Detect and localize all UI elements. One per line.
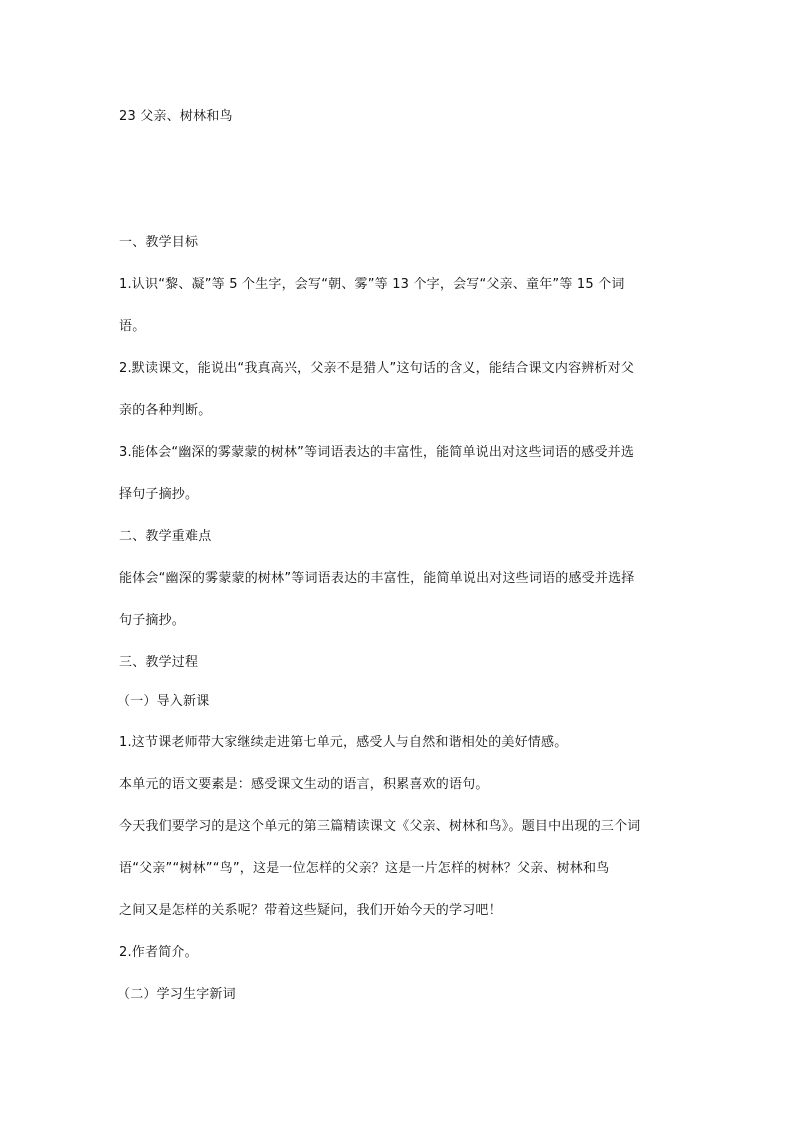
goal-3-line-1: 3.能体会“幽深的雾蒙蒙的树林”等词语表达的丰富性，能简单说出对这些词语的感受并选 — [119, 445, 635, 460]
key-point-line-2: 句子摘抄。 — [119, 613, 186, 628]
goal-2-line-2: 亲的各种判断。 — [119, 403, 212, 418]
section-heading-goals: 一、教学目标 — [119, 235, 199, 250]
intro-paragraph-4: 2.作者简介。 — [119, 945, 198, 960]
goal-2-line-1: 2.默读课文，能说出“我真高兴，父亲不是猎人”这句话的含义，能结合课文内容辨析对父 — [119, 361, 635, 376]
subsection-heading-vocabulary: （二）学习生字新词 — [117, 987, 236, 1002]
section-heading-key-points: 二、教学重难点 — [119, 529, 212, 544]
intro-paragraph-2: 本单元的语文要素是：感受课文生动的语言，积累喜欢的语句。 — [119, 777, 489, 792]
intro-paragraph-3-line-3: 之间又是怎样的关系呢？带着这些疑问，我们开始今天的学习吧！ — [119, 903, 502, 918]
goal-1-line-1: 1.认识“黎、凝”等 5 个生字，会写“朝、雾”等 13 个字，会写“父亲、童年”等 15 个词 — [119, 277, 625, 292]
intro-paragraph-3-line-2: 语“父亲”“树林”“鸟”，这是一位怎样的父亲？这是一片怎样的树林？父亲、树林和鸟 — [119, 861, 610, 876]
goal-1-line-2: 语。 — [119, 319, 146, 334]
key-point-line-1: 能体会“幽深的雾蒙蒙的树林”等词语表达的丰富性，能简单说出对这些词语的感受并选择 — [119, 571, 635, 586]
section-heading-process: 三、教学过程 — [119, 655, 199, 670]
subsection-heading-intro: （一）导入新课 — [117, 694, 210, 709]
intro-paragraph-1: 1.这节课老师带大家继续走进第七单元，感受人与自然和谐相处的美好情感。 — [119, 735, 568, 750]
lesson-title: 23 父亲、树林和鸟 — [119, 109, 233, 124]
goal-3-line-2: 择句子摘抄。 — [119, 487, 199, 502]
intro-paragraph-3-line-1: 今天我们要学习的是这个单元的第三篇精读课文《父亲、树林和鸟》。题目中出现的三个词 — [119, 819, 641, 834]
